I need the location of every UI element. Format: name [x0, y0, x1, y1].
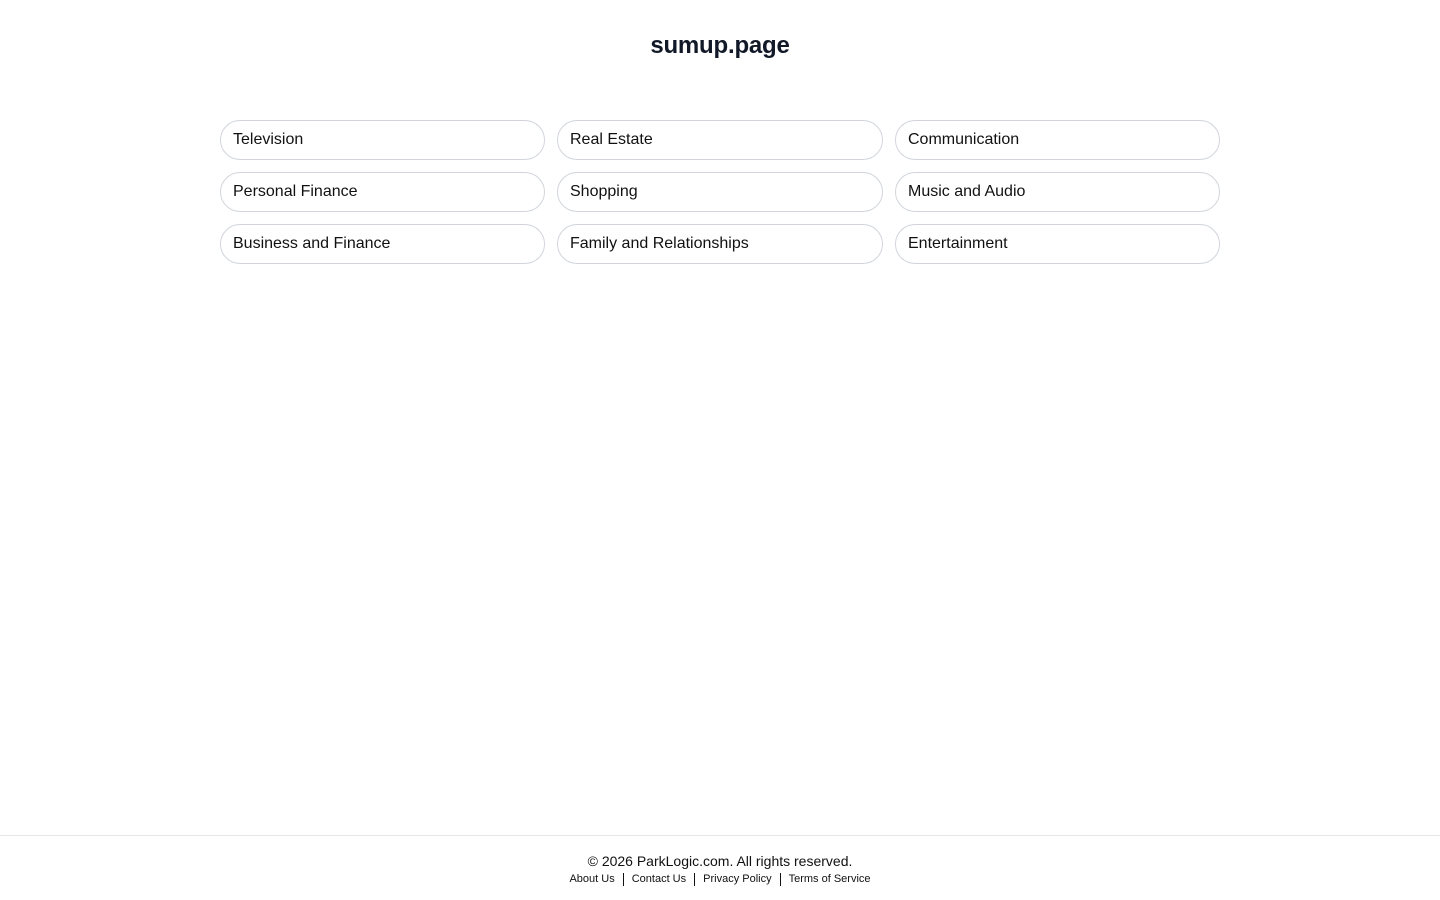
category-family-and-relationships[interactable]: Family and Relationships	[557, 224, 883, 264]
footer-links	[0, 872, 1440, 886]
category-music-and-audio[interactable]: Music and Audio	[895, 172, 1220, 212]
category-grid	[220, 120, 1220, 264]
footer	[0, 835, 1440, 900]
contact-us-link[interactable]: Contact Us	[631, 873, 687, 885]
about-us-link[interactable]: About Us	[569, 873, 615, 885]
category-shopping[interactable]: Shopping	[557, 172, 883, 212]
copyright-text: © 2026 ParkLogic.com. All rights reserved.	[587, 853, 853, 869]
privacy-policy-link[interactable]: Privacy Policy	[703, 873, 772, 885]
site-title: sumup.page	[650, 32, 790, 59]
category-entertainment[interactable]: Entertainment	[895, 224, 1220, 264]
category-real-estate[interactable]: Real Estate	[557, 120, 883, 160]
terms-of-service-link[interactable]: Terms of Service	[788, 873, 871, 885]
category-communication[interactable]: Communication	[895, 120, 1220, 160]
category-television[interactable]: Television	[220, 120, 545, 160]
category-business-and-finance[interactable]: Business and Finance	[220, 224, 545, 264]
category-personal-finance[interactable]: Personal Finance	[220, 172, 545, 212]
